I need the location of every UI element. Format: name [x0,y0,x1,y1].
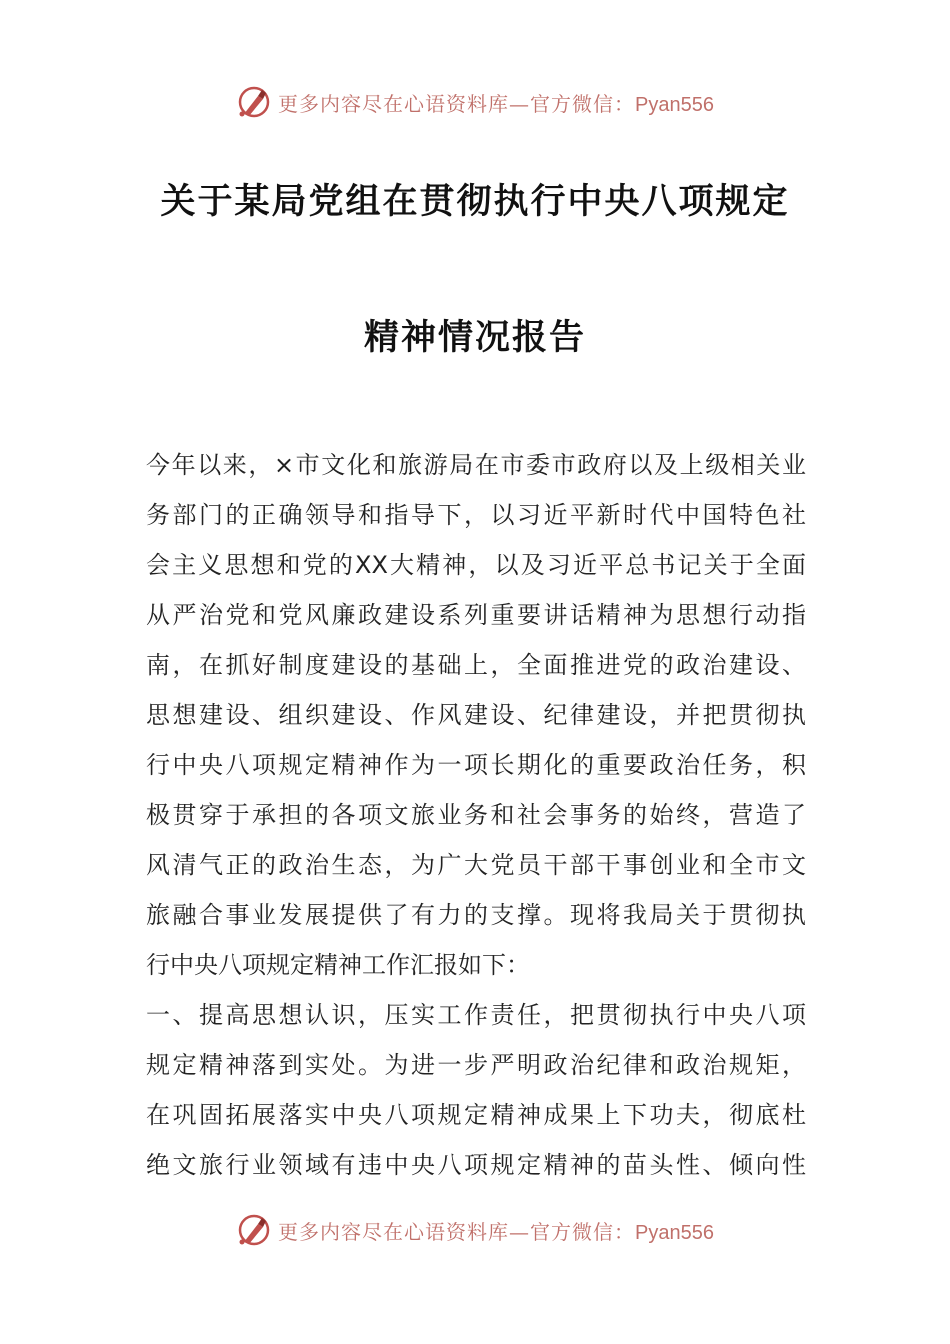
body-line: 行中央八项规定精神工作汇报如下： [146,951,530,979]
body-line: 从严治党和党风廉政建设系列重要讲话精神为思想行动指 [146,601,806,629]
body-line: 绝文旅行业领域有违中央八项规定精神的苗头性、倾向性 [146,1151,806,1179]
footer-banner [0,1210,950,1250]
body-line: 风清气正的政治生态，为广大党员干部干事创业和全市文 [146,851,806,879]
body-line: 务部门的正确领导和指导下，以习近平新时代中国特色社 [146,501,806,529]
footer-banner-handle: Pyan556 [635,1221,714,1244]
document-body [146,440,806,1190]
header-banner-handle: Pyan556 [635,93,714,116]
body-line: 南，在抓好制度建设的基础上，全面推进党的政治建设、 [146,651,806,679]
document-title-line-2: 精神情况报告 [363,318,586,358]
body-line: 在巩固拓展落实中央八项规定精神成果上下功夫，彻底杜 [146,1101,806,1129]
pen-nib-circle-icon [236,1212,272,1248]
body-line: 思想建设、组织建设、作风建设、纪律建设，并把贯彻执 [146,701,806,729]
body-line: 今年以来，×市文化和旅游局在市委市政府以及上级相关业 [146,451,806,479]
body-line: 一、提高思想认识，压实工作责任，把贯彻执行中央八项 [146,1001,806,1029]
document-title-line-1: 关于某局党组在贯彻执行中央八项规定 [160,182,790,222]
body-line: 规定精神落到实处。为进一步严明政治纪律和政治规矩， [146,1051,806,1079]
body-line: 会主义思想和党的XX大精神，以及习近平总书记关于全面 [146,551,806,579]
header-banner [0,82,950,122]
footer-banner-text: 更多内容尽在心语资料库—官方微信：Pyan556 [278,1219,714,1244]
header-banner-text: 更多内容尽在心语资料库—官方微信：Pyan556 [278,91,714,116]
body-line: 旅融合事业发展提供了有力的支撑。现将我局关于贯彻执 [146,901,806,929]
body-line: 行中央八项规定精神作为一项长期化的重要政治任务，积 [146,751,806,779]
body-line: 极贯穿于承担的各项文旅业务和社会事务的始终，营造了 [146,801,806,829]
pen-nib-circle-icon [236,84,272,120]
